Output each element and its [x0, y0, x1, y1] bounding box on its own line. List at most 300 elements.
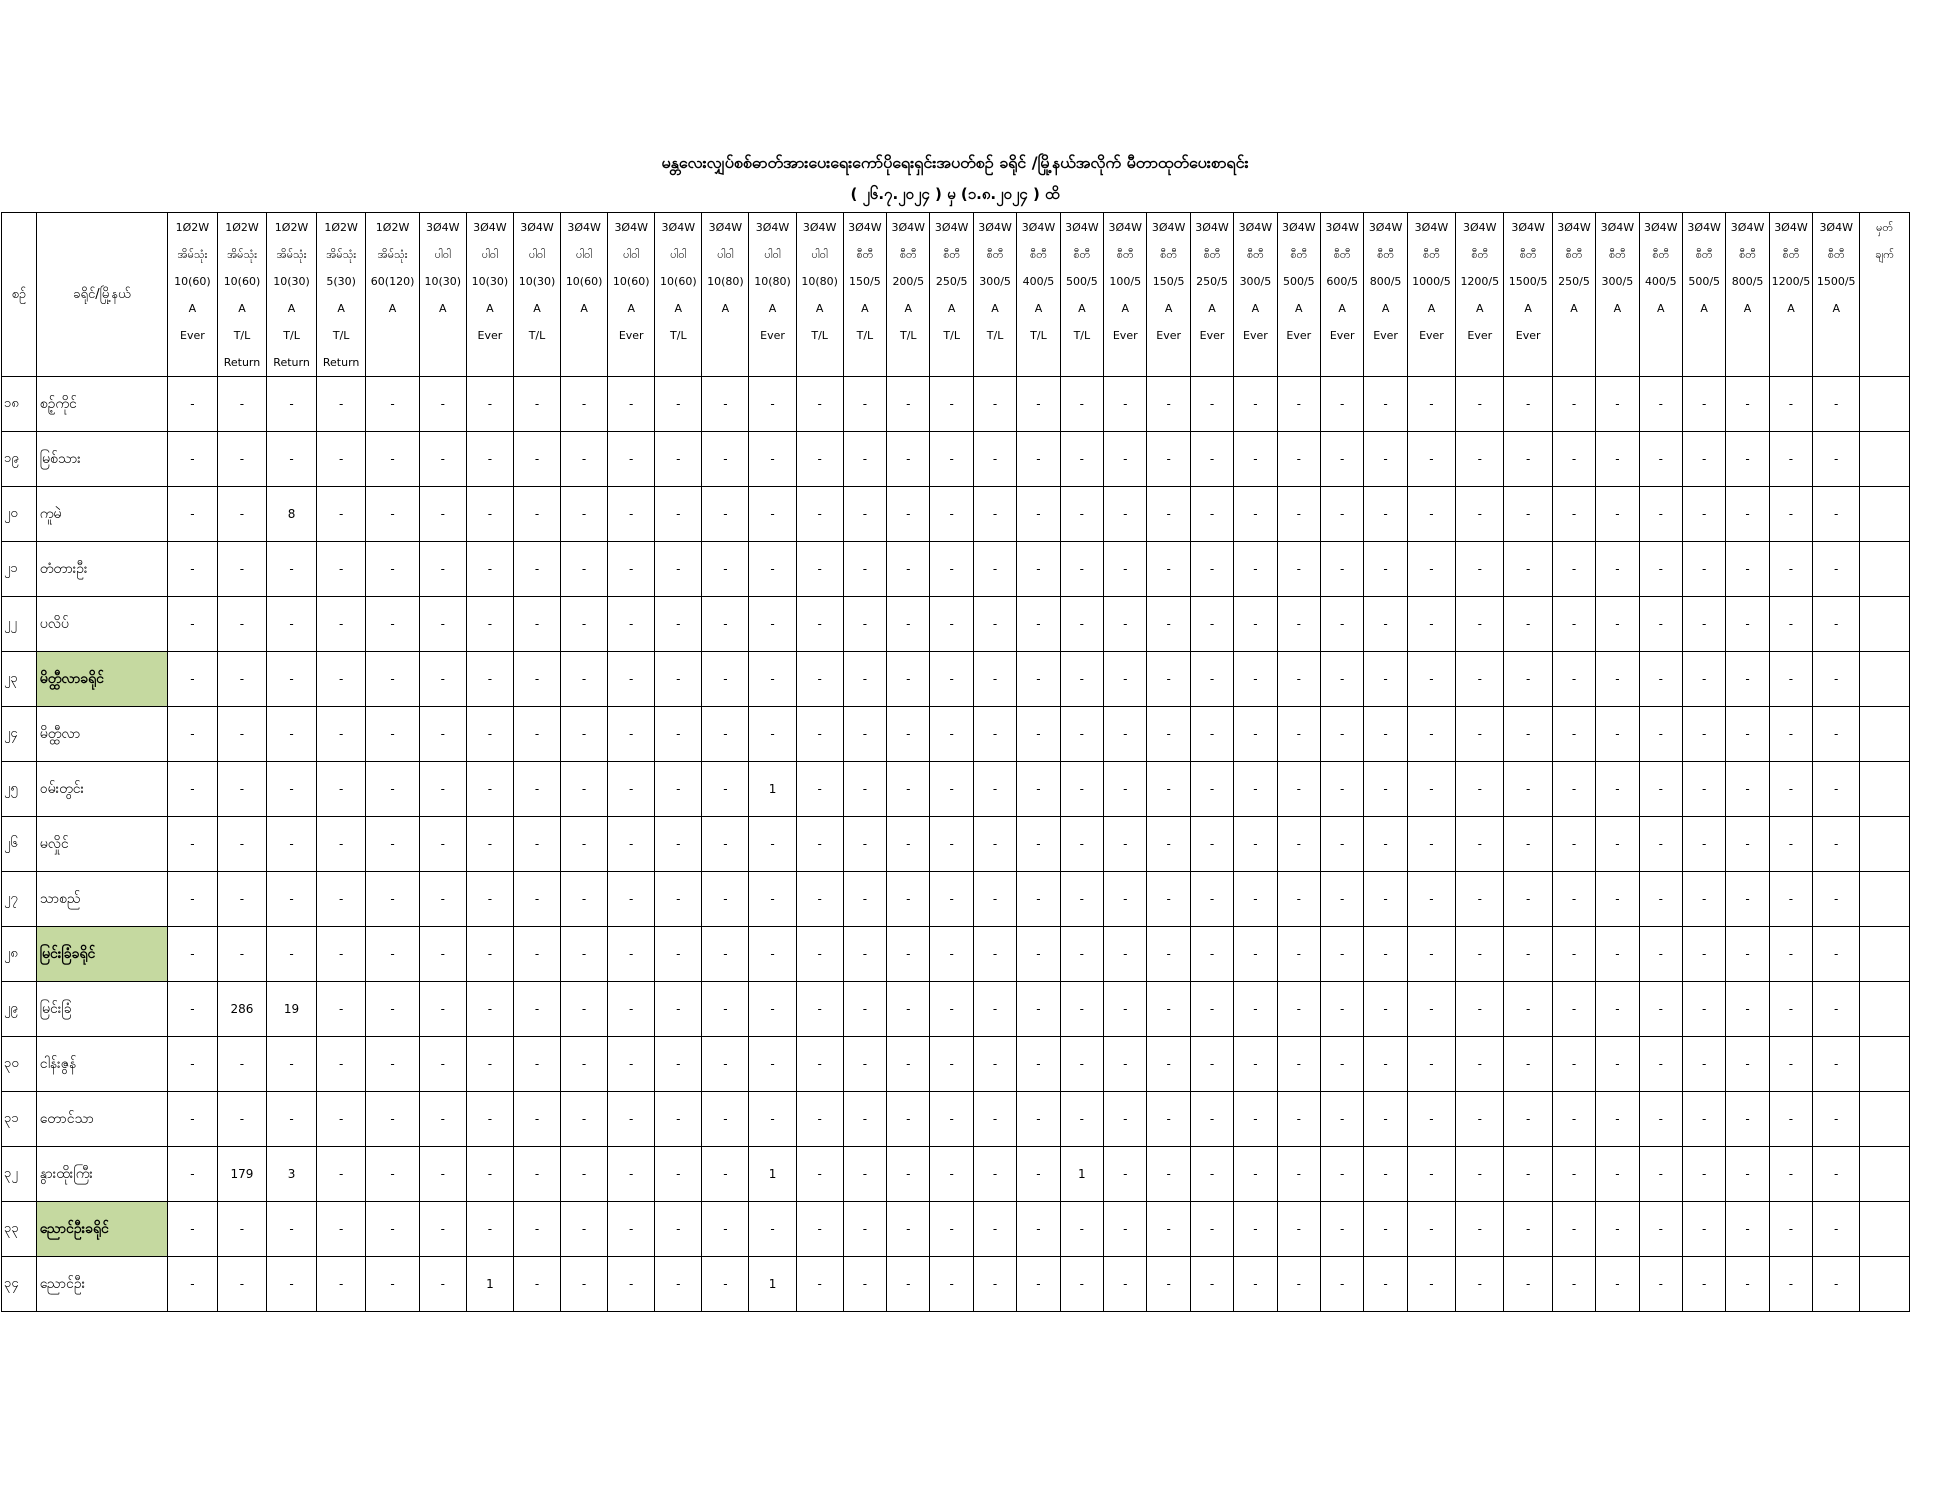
value-cell: - [1234, 1257, 1277, 1312]
value-cell: - [168, 1257, 218, 1312]
value-cell: - [1364, 652, 1407, 707]
value-cell: - [1726, 1257, 1769, 1312]
serial-cell: ၃၃ [2, 1202, 37, 1257]
header-line: A [1524, 302, 1532, 315]
value-cell: - [1277, 1037, 1320, 1092]
value-cell: - [1017, 707, 1060, 762]
value-cell: - [1190, 542, 1233, 597]
value-cell: - [1682, 817, 1725, 872]
header-line: Ever [618, 329, 644, 342]
value-cell: - [702, 1092, 749, 1147]
value-cell: - [1596, 762, 1639, 817]
value-cell: - [1769, 927, 1812, 982]
value-cell: - [749, 1037, 796, 1092]
header-line: A [1164, 302, 1173, 315]
value-cell: - [1277, 487, 1320, 542]
value-cell: - [513, 1037, 560, 1092]
value-cell: - [561, 982, 608, 1037]
value-cell: - [1190, 377, 1233, 432]
value-cell: - [1769, 1202, 1812, 1257]
value-cell: - [419, 982, 466, 1037]
value-cell: - [1456, 927, 1504, 982]
value-cell: - [702, 982, 749, 1037]
value-cell: - [168, 597, 218, 652]
value-cell: - [1277, 762, 1320, 817]
value-cell: 1 [749, 1147, 796, 1202]
value-cell: - [168, 927, 218, 982]
serial-cell: ၂၉ [2, 982, 37, 1037]
header-meter-type [1682, 213, 1725, 377]
value-cell: - [466, 597, 513, 652]
value-cell: - [1277, 982, 1320, 1037]
header-line: Ever [1515, 329, 1541, 342]
value-cell: - [513, 982, 560, 1037]
value-cell: - [843, 1037, 886, 1092]
value-cell: - [316, 1037, 366, 1092]
value-cell: - [1321, 1037, 1364, 1092]
header-meter-type [1321, 213, 1364, 377]
value-cell: - [1769, 542, 1812, 597]
value-cell: - [316, 1257, 366, 1312]
header-line: 150/5 [1152, 275, 1185, 288]
header-line: စီတီ [899, 248, 917, 261]
value-cell: - [1769, 1147, 1812, 1202]
township-name-cell: တောင်သာ [36, 1092, 167, 1147]
value-cell: - [1190, 597, 1233, 652]
header-line: ပါဝါ [481, 248, 499, 261]
value-cell: - [466, 817, 513, 872]
remark-cell [1860, 1037, 1910, 1092]
value-cell: - [608, 1202, 655, 1257]
value-cell: - [930, 1147, 973, 1202]
value-cell: - [466, 1202, 513, 1257]
value-cell: - [796, 487, 843, 542]
header-line: စီတီ [1782, 248, 1800, 261]
value-cell: - [1190, 927, 1233, 982]
value-cell: - [1552, 1257, 1595, 1312]
value-cell: - [316, 927, 366, 982]
value-cell: - [1456, 817, 1504, 872]
table-row [2, 982, 1910, 1037]
value-cell: - [1769, 487, 1812, 542]
value-cell: - [316, 652, 366, 707]
value-cell: - [1407, 817, 1455, 872]
value-cell: - [1321, 652, 1364, 707]
value-cell: - [1504, 1092, 1552, 1147]
value-cell: - [1596, 872, 1639, 927]
value-cell: - [466, 982, 513, 1037]
value-cell: - [1017, 542, 1060, 597]
value-cell: - [930, 872, 973, 927]
value-cell: - [466, 487, 513, 542]
value-cell: - [887, 597, 930, 652]
serial-cell: ၁၉ [2, 432, 37, 487]
value-cell: - [1104, 1147, 1147, 1202]
header-line: A [1251, 302, 1260, 315]
value-cell: - [1456, 762, 1504, 817]
value-cell: - [267, 817, 317, 872]
value-cell: 1 [1060, 1147, 1103, 1202]
value-cell: - [217, 1257, 267, 1312]
value-cell: - [1017, 1147, 1060, 1202]
header-meter-type [366, 213, 419, 377]
value-cell: - [1104, 817, 1147, 872]
value-cell: - [655, 982, 702, 1037]
value-cell: - [1147, 1202, 1190, 1257]
value-cell: - [1147, 542, 1190, 597]
value-cell: - [1321, 597, 1364, 652]
value-cell: - [655, 1092, 702, 1147]
value-cell: - [1277, 1147, 1320, 1202]
header-meter-type [887, 213, 930, 377]
value-cell: - [1682, 377, 1725, 432]
header-line: 3Ø4W [567, 221, 601, 234]
value-cell: - [1407, 487, 1455, 542]
value-cell: - [1234, 597, 1277, 652]
value-cell: - [796, 1037, 843, 1092]
header-line: စီတီ [1290, 248, 1308, 261]
table-row [2, 652, 1910, 707]
value-cell: - [513, 707, 560, 762]
value-cell: - [1769, 872, 1812, 927]
value-cell: - [608, 1092, 655, 1147]
header-line: စီတီ [943, 248, 961, 261]
header-line: 800/5 [1369, 275, 1402, 288]
value-cell: - [655, 1257, 702, 1312]
township-name-cell: စဉ့်ကိုင် [36, 377, 167, 432]
serial-cell: ၂၂ [2, 597, 37, 652]
value-cell: - [1321, 1092, 1364, 1147]
header-line: A [188, 302, 197, 315]
remark-cell [1860, 542, 1910, 597]
value-cell: - [973, 1147, 1016, 1202]
header-meter-type [1596, 213, 1639, 377]
header-line: 300/5 [1601, 275, 1634, 288]
value-cell: - [1769, 432, 1812, 487]
value-cell: - [843, 377, 886, 432]
value-cell: - [749, 377, 796, 432]
value-cell: - [1726, 1092, 1769, 1147]
value-cell: - [973, 762, 1016, 817]
value-cell: - [1234, 982, 1277, 1037]
header-line: A [1657, 302, 1665, 315]
value-cell: - [930, 982, 973, 1037]
value-cell: - [1552, 1202, 1595, 1257]
value-cell: - [1407, 927, 1455, 982]
value-cell: - [1147, 817, 1190, 872]
header-meter-type [796, 213, 843, 377]
header-line: 3Ø4W [473, 221, 507, 234]
header-line: 3Ø4W [934, 221, 969, 234]
value-cell: - [1726, 927, 1769, 982]
header-line: A [1078, 302, 1086, 315]
value-cell: - [366, 542, 419, 597]
value-cell: - [1321, 707, 1364, 762]
header-line: T/L [1073, 329, 1091, 342]
value-cell: - [217, 1202, 267, 1257]
value-cell: - [1147, 1092, 1190, 1147]
header-line: A [1121, 302, 1129, 315]
value-cell: - [1060, 542, 1103, 597]
header-line: A [1208, 302, 1216, 315]
header-line: 10(60) [660, 275, 697, 288]
value-cell: - [749, 597, 796, 652]
value-cell: - [1277, 597, 1320, 652]
header-line: 1200/5 [1771, 275, 1811, 288]
value-cell: - [1504, 982, 1552, 1037]
value-cell: - [1552, 817, 1595, 872]
header-line: 500/5 [1688, 275, 1721, 288]
value-cell: - [1017, 872, 1060, 927]
remark-cell [1860, 1092, 1910, 1147]
serial-cell: ၁၈ [2, 377, 37, 432]
header-line: ပါဝါ [717, 248, 734, 261]
value-cell: - [1321, 927, 1364, 982]
value-cell: - [1639, 1147, 1682, 1202]
header-meter-type [1456, 213, 1504, 377]
value-cell: - [1504, 377, 1552, 432]
header-line: စီတီ [1246, 248, 1264, 261]
value-cell: - [561, 762, 608, 817]
value-cell: - [796, 927, 843, 982]
header-line: T/L [986, 329, 1004, 342]
value-cell: - [1639, 1257, 1682, 1312]
value-cell: - [1682, 1257, 1725, 1312]
value-cell: - [1147, 982, 1190, 1037]
value-cell: - [1639, 377, 1682, 432]
value-cell: - [1407, 377, 1455, 432]
header-meter-type [930, 213, 973, 377]
header-line: Ever [1243, 329, 1268, 342]
value-cell: - [1104, 1092, 1147, 1147]
header-line: စီတီ [1565, 248, 1583, 261]
value-cell: - [796, 982, 843, 1037]
value-cell: - [419, 1147, 466, 1202]
value-cell: - [217, 542, 267, 597]
header-line: စီတီ [1471, 248, 1489, 261]
value-cell: - [1407, 1202, 1455, 1257]
value-cell: - [1277, 707, 1320, 762]
value-cell: - [1407, 872, 1455, 927]
value-cell: - [973, 1092, 1016, 1147]
value-cell: - [419, 542, 466, 597]
value-cell: - [608, 1147, 655, 1202]
value-cell: - [1277, 1202, 1320, 1257]
value-cell: - [1456, 542, 1504, 597]
township-name-cell: မိတ္ထီလာ [36, 707, 167, 762]
header-line: အိမ်သုံး [177, 248, 208, 261]
value-cell: - [1060, 1092, 1103, 1147]
header-line: A [1295, 302, 1303, 315]
value-cell: - [1726, 817, 1769, 872]
value-cell: - [1456, 597, 1504, 652]
value-cell: - [1552, 652, 1595, 707]
value-cell: - [1596, 542, 1639, 597]
value-cell: - [1456, 872, 1504, 927]
value-cell: - [316, 817, 366, 872]
value-cell: - [1456, 1147, 1504, 1202]
value-cell: - [419, 597, 466, 652]
header-line: 400/5 [1022, 275, 1055, 288]
header-line: စီတီ [986, 248, 1004, 261]
value-cell: - [419, 652, 466, 707]
remark-cell [1860, 432, 1910, 487]
serial-cell: ၂၇ [2, 872, 37, 927]
value-cell: - [366, 927, 419, 982]
remark-cell [1860, 1202, 1910, 1257]
remark-cell [1860, 982, 1910, 1037]
value-cell: - [655, 817, 702, 872]
value-cell: - [1017, 1037, 1060, 1092]
value-cell: - [316, 597, 366, 652]
township-name-cell: မြင်းခြံ [36, 982, 167, 1037]
value-cell: - [513, 1147, 560, 1202]
header-line: 10(30) [518, 275, 556, 288]
value-cell: - [1321, 762, 1364, 817]
value-cell: - [843, 432, 886, 487]
header-line: 300/5 [979, 275, 1011, 288]
value-cell: - [1552, 707, 1595, 762]
header-meter-type [749, 213, 796, 377]
serial-cell: ၃၁ [2, 1092, 37, 1147]
header-line: 3Ø4W [1368, 221, 1403, 234]
township-name-cell: နွားထိုးကြီး [36, 1147, 167, 1202]
value-cell: - [973, 982, 1016, 1037]
value-cell: - [1060, 1257, 1103, 1312]
value-cell: - [1813, 597, 1860, 652]
value-cell: - [366, 1037, 419, 1092]
value-cell: - [168, 432, 218, 487]
value-cell: - [1364, 872, 1407, 927]
value-cell: - [930, 817, 973, 872]
value-cell: - [1504, 432, 1552, 487]
value-cell: - [1639, 542, 1682, 597]
value-cell: - [316, 542, 366, 597]
remark-cell [1860, 1147, 1910, 1202]
value-cell: - [1552, 1092, 1595, 1147]
value-cell: - [513, 1092, 560, 1147]
value-cell: - [1190, 1037, 1233, 1092]
value-cell: - [1552, 432, 1595, 487]
value-cell: - [366, 762, 419, 817]
header-meter-type [267, 213, 317, 377]
value-cell: - [267, 652, 317, 707]
value-cell: - [316, 872, 366, 927]
header-meter-type [1407, 213, 1455, 377]
header-line: 3Ø4W [1730, 221, 1765, 234]
value-cell: - [655, 707, 702, 762]
value-cell: - [796, 1147, 843, 1202]
table-row [2, 1257, 1910, 1312]
table-header-row [2, 213, 1910, 377]
value-cell: - [1769, 1037, 1812, 1092]
header-line: 10(80) [801, 275, 838, 288]
value-cell: - [930, 762, 973, 817]
value-cell: - [1017, 432, 1060, 487]
value-cell: - [1552, 927, 1595, 982]
value-cell: - [887, 707, 930, 762]
header-meter-type [168, 213, 218, 377]
table-row [2, 432, 1910, 487]
value-cell: - [267, 927, 317, 982]
header-line: 3Ø4W [1325, 221, 1359, 234]
header-line: A [1338, 302, 1346, 315]
header-line: 400/5 [1644, 275, 1677, 288]
value-cell: - [513, 762, 560, 817]
remark-cell [1860, 817, 1910, 872]
value-cell: - [1364, 1092, 1407, 1147]
header-meter-type [1017, 213, 1060, 377]
value-cell: - [1769, 652, 1812, 707]
header-line: 200/5 [892, 275, 925, 288]
value-cell: - [1726, 652, 1769, 707]
value-cell: - [466, 762, 513, 817]
report-title: မန္တလေးလျှပ်စစ်ဓာတ်အားပေးရေးကော်ပိုရေးရှင်းအပတ်စဉ် ခရိုင် /မြို့နယ်အလိုက် မီတာထုတ်ပေးစာရင်း [661, 153, 1249, 172]
header-line: စီတီ [1739, 248, 1757, 261]
value-cell: - [366, 1147, 419, 1202]
header-meter-type [466, 213, 513, 377]
header-line: A [1613, 302, 1622, 315]
header-line: 150/5 [849, 275, 881, 288]
table-row [2, 377, 1910, 432]
header-line: A [768, 302, 777, 315]
value-cell: - [1726, 542, 1769, 597]
header-line: Ever [760, 329, 785, 342]
value-cell: - [1504, 817, 1552, 872]
header-line: ပါဝါ [528, 248, 546, 261]
header-line: T/L [900, 329, 917, 342]
value-cell: - [1596, 1202, 1639, 1257]
serial-cell: ၃၀ [2, 1037, 37, 1092]
header-line: အိမ်သုံး [227, 248, 257, 261]
value-cell: - [887, 652, 930, 707]
value-cell: - [1552, 487, 1595, 542]
header-line: 60(120) [370, 275, 415, 288]
value-cell: - [1017, 1257, 1060, 1312]
header-line: 10(30) [273, 275, 310, 288]
value-cell: - [1060, 487, 1103, 542]
value-cell: - [1456, 377, 1504, 432]
value-cell: - [1552, 762, 1595, 817]
value-cell: - [1321, 1202, 1364, 1257]
header-line: 10(60) [223, 275, 261, 288]
value-cell: - [1364, 927, 1407, 982]
value-cell: - [1769, 1257, 1812, 1312]
header-meter-type [1552, 213, 1595, 377]
value-cell: - [513, 817, 560, 872]
value-cell: - [1639, 1202, 1682, 1257]
header-line: 3Ø4W [891, 221, 926, 234]
value-cell: 19 [267, 982, 317, 1037]
value-cell: - [608, 1037, 655, 1092]
value-cell: - [1234, 1037, 1277, 1092]
value-cell: - [796, 872, 843, 927]
value-cell: - [1147, 1037, 1190, 1092]
value-cell: - [1596, 1147, 1639, 1202]
header-meter-type [1060, 213, 1103, 377]
remark-cell [1860, 927, 1910, 982]
value-cell: - [1147, 927, 1190, 982]
value-cell: - [973, 872, 1016, 927]
value-cell: - [608, 652, 655, 707]
header-meter-type [702, 213, 749, 377]
value-cell: - [973, 817, 1016, 872]
value-cell: - [1321, 377, 1364, 432]
value-cell: - [1456, 1092, 1504, 1147]
value-cell: - [1234, 872, 1277, 927]
value-cell: - [168, 762, 218, 817]
header-line: A [1476, 302, 1484, 315]
